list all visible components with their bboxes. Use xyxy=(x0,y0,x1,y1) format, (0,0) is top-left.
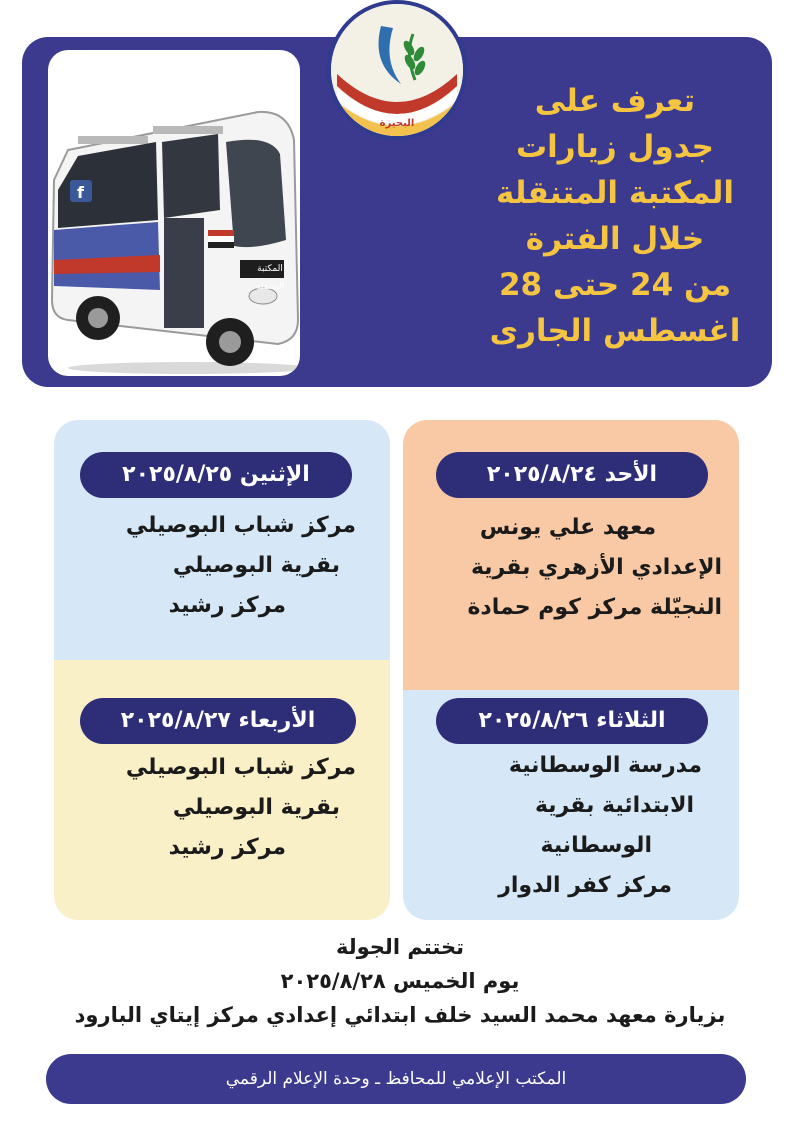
date-badge-tuesday: الثلاثاء ٢٠٢٥/٨/٢٦ xyxy=(436,698,708,744)
entry-line: مركز كفر الدوار xyxy=(498,873,672,898)
entry-line: مركز رشيد xyxy=(168,835,286,860)
headline-line: المكتبة المتنقلة xyxy=(495,175,735,211)
bus-sign-text: المكتبة المتنقلة xyxy=(255,264,285,292)
entry-line: معهد علي يونس xyxy=(479,515,657,540)
closing-line: يوم الخميس ٢٠٢٥/٨/٢٨ xyxy=(280,969,520,993)
entry-line: مركز شباب البوصيلي xyxy=(125,755,356,780)
entry-line: الوسطانية xyxy=(540,833,652,858)
entry-line: النجيّلة مركز كوم حمادة xyxy=(467,595,722,620)
headline-line: من 24 حتى 28 xyxy=(498,267,732,303)
headline-line: جدول زيارات xyxy=(516,129,714,165)
schedule-entry-monday xyxy=(60,506,356,626)
entry-line: مركز رشيد xyxy=(168,593,286,618)
entry-line: بقرية البوصيلي xyxy=(172,553,340,578)
logo-text: البحيرة xyxy=(379,118,415,129)
date-badge-wednesday: الأربعاء ٢٠٢٥/٨/٢٧ xyxy=(80,698,356,744)
svg-text:f: f xyxy=(77,183,84,202)
headline-line: خلال الفترة xyxy=(525,221,705,257)
closing-line: تختتم الجولة xyxy=(336,935,464,959)
bus-photo xyxy=(48,50,300,376)
entry-line: مدرسة الوسطانية xyxy=(508,753,702,778)
schedule-entry-wednesday xyxy=(60,748,356,868)
closing-note xyxy=(20,930,780,1032)
entry-line: الابتدائية بقرية xyxy=(534,793,694,818)
footer-bar: المكتب الإعلامي للمحافظ ـ وحدة الإعلام الرقمي xyxy=(46,1054,746,1104)
schedule-entry-sunday xyxy=(414,508,722,628)
governorate-logo xyxy=(327,0,467,140)
page-headline xyxy=(470,78,760,354)
headline-line: تعرف على xyxy=(534,83,696,119)
date-badge-monday: الإثنين ٢٠٢٥/٨/٢٥ xyxy=(80,452,352,498)
bus-illustration xyxy=(48,50,300,376)
closing-line: بزيارة معهد محمد السيد خلف ابتدائي إعدادي مركز إيتاي البارود xyxy=(74,1003,726,1027)
entry-line: بقرية البوصيلي xyxy=(172,795,340,820)
headline-line: اغسطس الجارى xyxy=(489,313,741,349)
entry-line: مركز شباب البوصيلي xyxy=(125,513,356,538)
schedule-entry-tuesday xyxy=(424,746,702,906)
entry-line: الإعدادي الأزهري بقرية xyxy=(470,555,722,580)
date-badge-sunday: الأحد ٢٠٢٥/٨/٢٤ xyxy=(436,452,708,498)
